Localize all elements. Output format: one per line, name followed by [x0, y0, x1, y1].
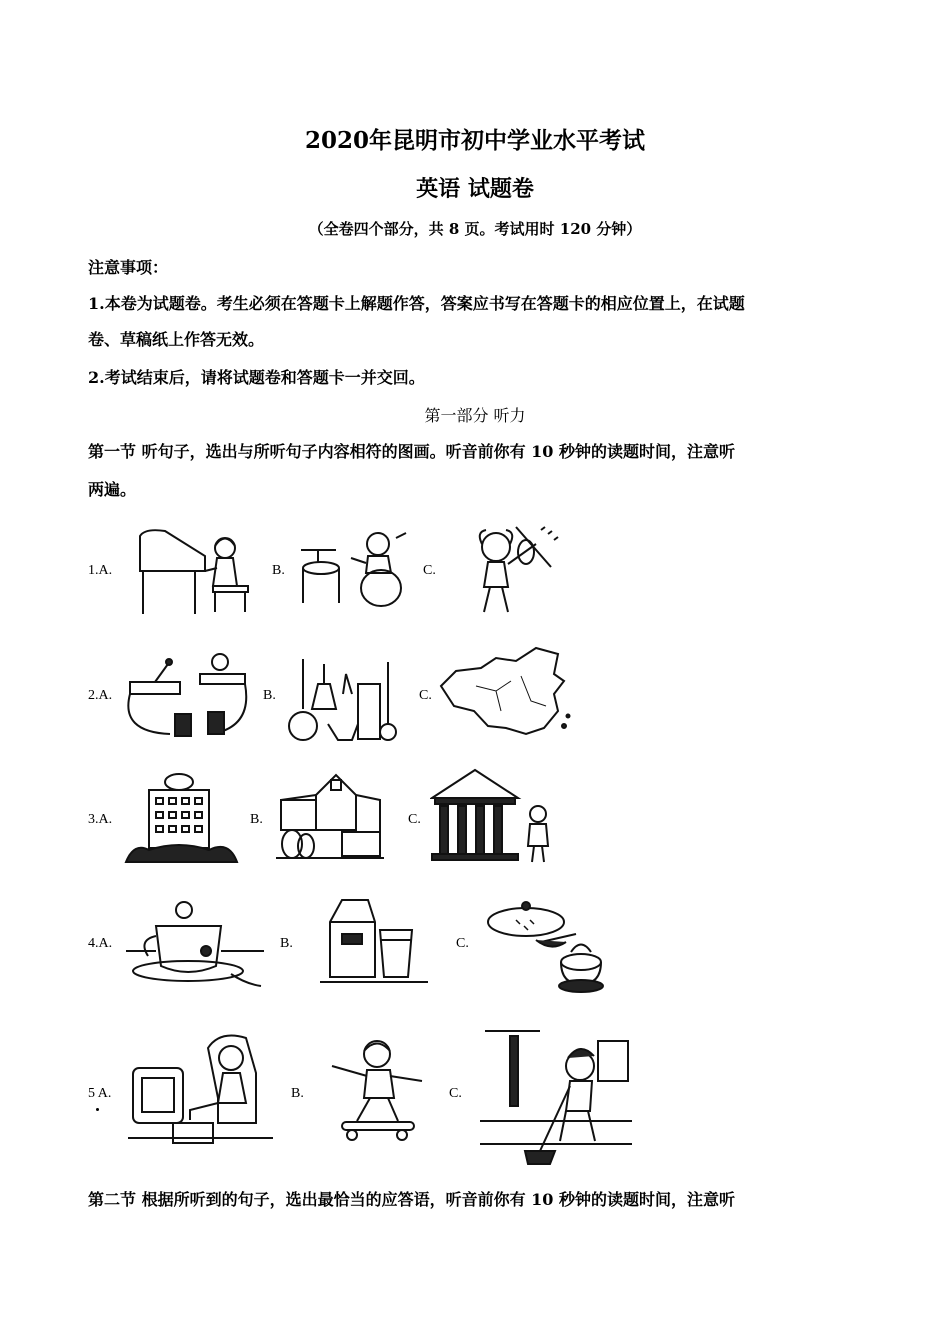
q5-label-b: B.: [291, 1086, 304, 1101]
q3-label-c: C.: [408, 812, 421, 827]
part1-heading: 第一部分 听力: [424, 406, 526, 425]
school-icon: [276, 770, 384, 862]
q2-label-a: 2.A.: [88, 688, 113, 703]
exam-note: （全卷四个部分，共 8 页。考试用时 120 分钟）: [308, 220, 642, 238]
section1-line2: 两遍。: [88, 480, 137, 499]
exam-subject: 英语 试题卷: [416, 176, 534, 202]
q4-label-a: 4.A.: [88, 936, 113, 951]
q3-label-a: 3.A.: [88, 812, 113, 827]
q4-label-b: B.: [280, 936, 293, 951]
q4-label-c: C.: [456, 936, 469, 951]
dot-mark: [96, 1108, 99, 1111]
q2-label-b: B.: [263, 688, 276, 703]
q1-label-c: C.: [423, 563, 436, 578]
section2-line1: 第二节 根据所听到的句子，选出最恰当的应答语，听音前你有 10 秒钟的读题时间，注意听: [88, 1190, 735, 1209]
lab-flasks-icon: [288, 654, 406, 744]
drums-icon: [296, 528, 411, 610]
notice-item2: 2.考试结束后，请将试题卷和答题卡一并交回。: [88, 368, 425, 387]
milk-carton-icon: [320, 892, 428, 988]
notice-item1-line2: 卷、草稿纸上作答无效。: [88, 330, 265, 349]
notice-item1-line1: 1.本卷为试题卷。考生必须在答题卡上解题作答，答案应书写在答题卡的相应位置上，在试题: [88, 294, 745, 313]
section1-line1: 第一节 听句子，选出与所听句子内容相符的图画。听音前你有 10 秒钟的读题时间，注意听: [88, 442, 735, 461]
watching-tv-icon: [128, 1028, 273, 1146]
hospital-icon: [124, 770, 239, 865]
exam-title: 2020年昆明市初中学业水平考试: [304, 127, 645, 154]
tea-set-icon: [486, 892, 616, 996]
china-map-icon: [436, 646, 574, 742]
skateboarding-icon: [322, 1036, 432, 1144]
q5-label-c: C.: [449, 1086, 462, 1101]
circuit-icon: [120, 652, 252, 744]
q2-label-c: C.: [419, 688, 432, 703]
piano-icon: [135, 526, 255, 616]
bank-icon: [430, 766, 558, 864]
sweeping-icon: [480, 1026, 632, 1168]
coffee-cup-icon: [126, 896, 266, 991]
violin-icon: [456, 522, 561, 617]
q3-label-b: B.: [250, 812, 263, 827]
q1-label-a: 1.A.: [88, 563, 113, 578]
q1-label-b: B.: [272, 563, 285, 578]
q5-label-a: 5 A.: [88, 1086, 112, 1101]
notice-heading: 注意事项：: [88, 258, 169, 277]
